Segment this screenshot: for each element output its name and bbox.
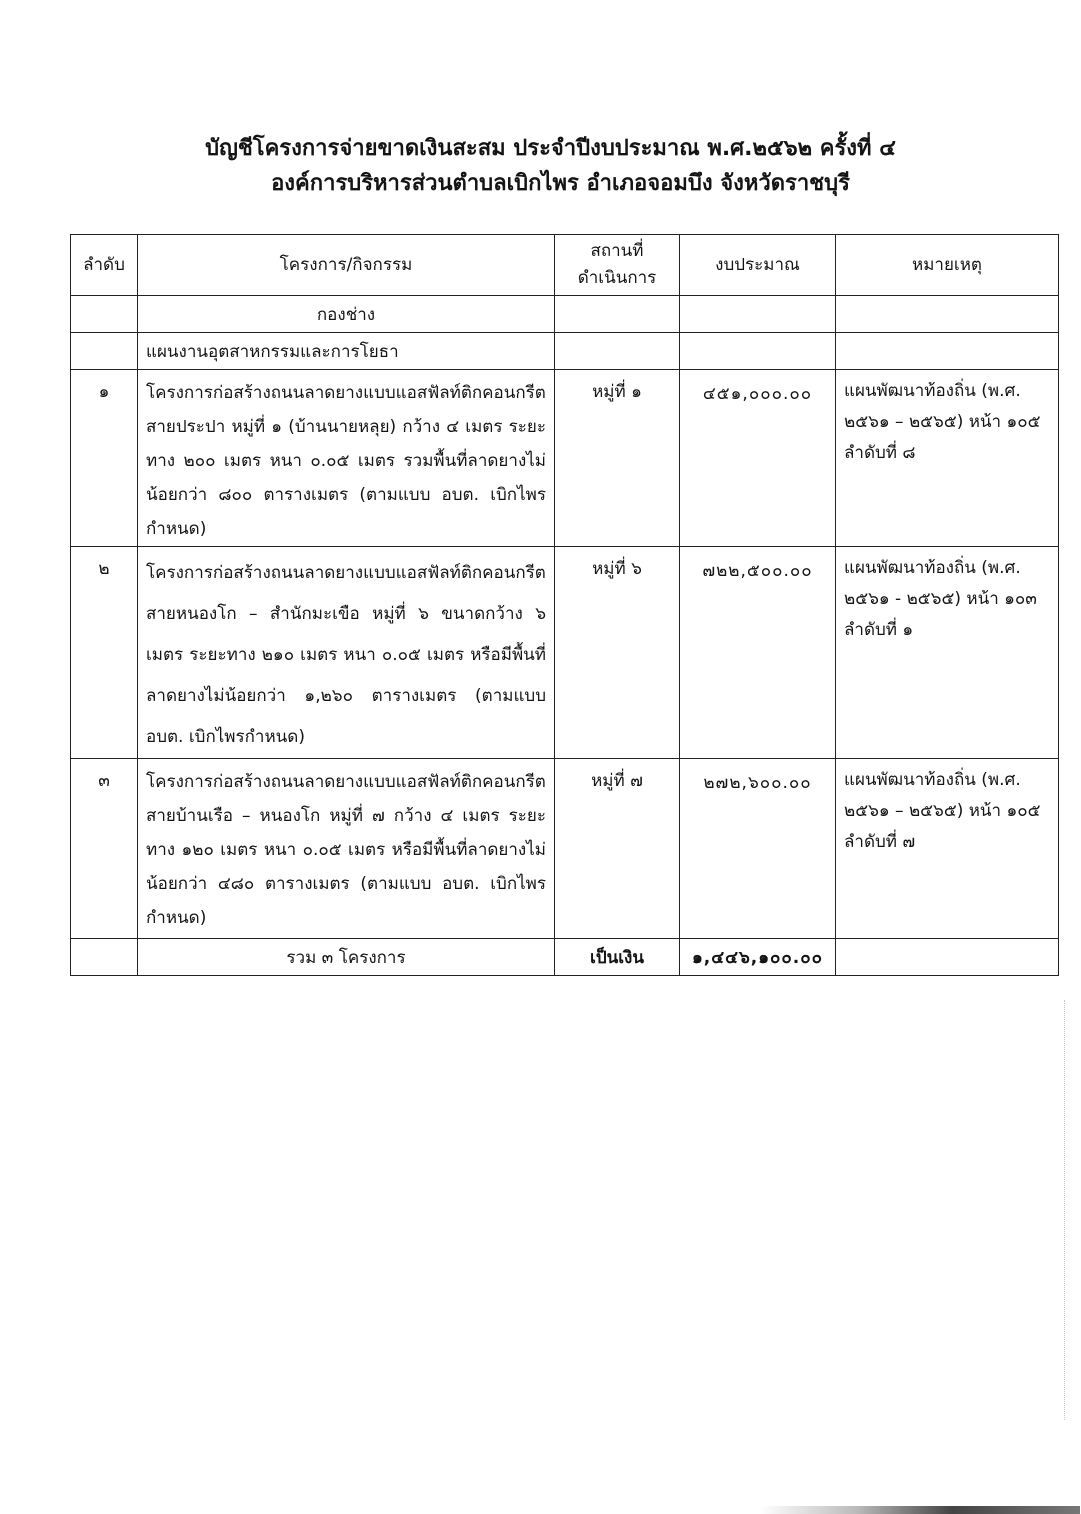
row-budget: ๒๗๒,๖๐๐.๐๐ xyxy=(680,759,836,939)
table-row xyxy=(71,370,1059,547)
row-project: โครงการก่อสร้างถนนลาดยางแบบแอสฟัลท์ติกคอนกรีตสายบ้านเรือ – หนองโก หมู่ที่ ๗ กว้าง ๔ เมตร ระยะทาง ๑๒๐ เมตร หนา ๐.๐๕ เมตร หรือมีพื้นที่ลาดยางไม่น้อยกว่า ๔๘๐ ตารางเมตร (ตามแบบ อบต. เบิกไพรกำหนด) xyxy=(138,759,555,939)
total-row xyxy=(71,939,1059,976)
section-row xyxy=(71,296,1059,333)
document-title: บัญชีโครงการจ่ายขาดเงินสะสม ประจำปีงบประมาณ พ.ศ.๒๕๖๒ ครั้งที่ ๔ xyxy=(205,136,896,161)
plan-row xyxy=(71,333,1059,370)
project-table xyxy=(70,234,1059,976)
row-budget: ๔๕๑,๐๐๐.๐๐ xyxy=(680,370,836,547)
table-header-row xyxy=(71,235,1059,296)
header-place-line2: ดำเนินการ xyxy=(577,268,657,288)
header-place xyxy=(555,235,680,296)
row-project: โครงการก่อสร้างถนนลาดยางแบบแอสฟัลท์ติกคอนกรีตสายประปา หมู่ที่ ๑ (บ้านนายหลุย) กว้าง ๔ เมตร ระยะทาง ๒๐๐ เมตร หนา ๐.๐๕ เมตร รวมพื้นที่ลาดยางไม่น้อยกว่า ๘๐๐ ตารางเมตร (ตามแบบ อบต. เบิกไพรกำหนด) xyxy=(138,370,555,547)
document-subtitle: องค์การบริหารส่วนตำบลเบิกไพร อำเภอจอมบึง จังหวัดราชบุรี xyxy=(271,171,850,196)
row-remark: แผนพัฒนาท้องถิ่น (พ.ศ. ๒๕๖๑ - ๒๕๖๕) หน้า ๑๐๓ ลำดับที่ ๑ xyxy=(836,547,1059,759)
table-row xyxy=(71,759,1059,939)
row-project: โครงการก่อสร้างถนนลาดยางแบบแอสฟัลท์ติกคอนกรีตสายหนองโก – สำนักมะเขือ หมู่ที่ ๖ ขนาดกว้าง ๖ เมตร ระยะทาง ๒๑๐ เมตร หนา ๐.๐๕ เมตร หรือมีพื้นที่ลาดยางไม่น้อยกว่า ๑,๒๖๐ ตารางเมตร (ตามแบบ อบต. เบิกไพรกำหนด) xyxy=(138,547,555,759)
section-label: กองช่าง xyxy=(138,296,555,333)
row-no: ๓ xyxy=(71,759,138,939)
row-remark: แผนพัฒนาท้องถิ่น (พ.ศ. ๒๕๖๑ – ๒๕๖๕) หน้า ๑๐๕ ลำดับที่ ๗ xyxy=(836,759,1059,939)
table-row xyxy=(71,547,1059,759)
header-remark: หมายเหตุ xyxy=(836,235,1059,296)
header-budget: งบประมาณ xyxy=(680,235,836,296)
row-place: หมู่ที่ ๑ xyxy=(555,370,680,547)
total-amount: ๑,๔๔๖,๑๐๐.๐๐ xyxy=(680,939,836,976)
total-label: รวม ๓ โครงการ xyxy=(138,939,555,976)
row-no: ๒ xyxy=(71,547,138,759)
row-no: ๑ xyxy=(71,370,138,547)
header-project: โครงการ/กิจกรรม xyxy=(138,235,555,296)
row-place: หมู่ที่ ๗ xyxy=(555,759,680,939)
scan-edge-mark xyxy=(1064,1000,1067,1420)
row-remark: แผนพัฒนาท้องถิ่น (พ.ศ. ๒๕๖๑ – ๒๕๖๕) หน้า ๑๐๕ ลำดับที่ ๘ xyxy=(836,370,1059,547)
row-budget: ๗๒๒,๕๐๐.๐๐ xyxy=(680,547,836,759)
header-no: ลำดับ xyxy=(71,235,138,296)
total-word: เป็นเงิน xyxy=(555,939,680,976)
header-place-line1: สถานที่ xyxy=(590,241,644,261)
scan-bottom-shadow xyxy=(760,1506,1080,1514)
plan-label: แผนงานอุตสาหกรรมและการโยธา xyxy=(138,333,555,370)
row-place: หมู่ที่ ๖ xyxy=(555,547,680,759)
